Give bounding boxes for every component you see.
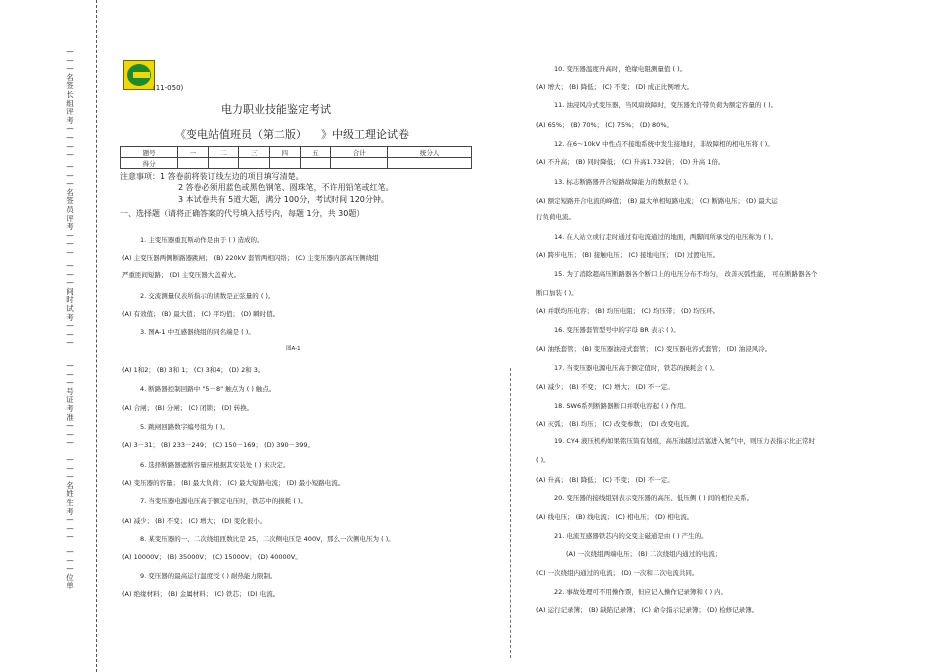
- binding-char: —: [66, 269, 74, 279]
- score-input-cell[interactable]: [239, 158, 270, 169]
- exam-code: (11-050): [153, 84, 184, 92]
- question-stem: 19. CY4 液压机构如果铭压筒有划痕，高压油越过活塞进入氮气中，则压力表指示比正常时: [554, 437, 815, 445]
- binding-char: —: [66, 463, 74, 473]
- binding-char: 长: [66, 89, 74, 99]
- binding-char: 时: [66, 295, 74, 305]
- binding-char: —: [66, 230, 74, 240]
- question-options: (A) 绝缘材料； (B) 金属材料； (C) 铁芯； (D) 电流。: [122, 590, 280, 598]
- logo-icon: [123, 60, 155, 90]
- question-stem: 14. 在人站立或行走时通过有电流通过的地面，两脚间所承受的电压称为 ( )。: [554, 233, 778, 241]
- question-options: (A) 减少； (B) 不变； (C) 增大； (D) 不一定。: [536, 383, 674, 391]
- question-options: (A) 升高； (B) 降低； (C) 不变； (D) 不一定。: [536, 476, 674, 484]
- question-options: (A) 油纸套管； (B) 变压器油浸式套管； (C) 变压器电容式套管； (D) 油浸风冷。: [536, 345, 772, 353]
- question-stem: 1. 主变压器重瓦斯动作是由于 ( ) 造成的。: [140, 236, 264, 244]
- binding-char: —: [66, 515, 74, 525]
- score-header-cell: 统分人: [388, 147, 472, 158]
- binding-char: —: [66, 329, 74, 339]
- score-header-cell: 二: [208, 147, 239, 158]
- question-stem: 2. 交流测量仪表所指示的读数是正弦量的 ( )。: [140, 292, 275, 300]
- binding-char: —: [66, 55, 74, 65]
- binding-char: —: [66, 338, 74, 348]
- binding-char: —: [66, 47, 74, 56]
- binding-char: 员: [66, 204, 74, 214]
- binding-char: —: [66, 247, 74, 257]
- score-input-cell[interactable]: [178, 158, 209, 169]
- score-input-cell[interactable]: [269, 158, 300, 169]
- binding-char: —: [66, 124, 74, 134]
- question-stem: 15. 为了消除超高压断路器各个断口上的电压分布不均匀， 改善灭弧性能， 可在断路器各个: [554, 270, 818, 278]
- question-stem: 6. 选择断路器遮断容量应根据其安装处 ( ) 来决定。: [140, 461, 290, 469]
- binding-char: 考: [66, 403, 74, 413]
- score-header-cell: 三: [239, 147, 270, 158]
- question-options: 断口加装 ( )。: [536, 289, 578, 297]
- binding-char: —: [66, 555, 74, 565]
- score-table-score-row: [121, 158, 472, 169]
- binding-char: —: [66, 64, 74, 74]
- question-options: (A) 增大； (B) 降低； (C) 不变； (D) 成正比例增大。: [536, 83, 694, 91]
- binding-char: —: [66, 429, 74, 439]
- binding-char: —: [66, 321, 74, 331]
- binding-work-unit: [62, 548, 78, 591]
- score-row-label: 得分: [121, 158, 178, 169]
- question-options: (A) 合闸； (B) 分闸； (C) 闭锁； (D) 转换。: [122, 404, 254, 412]
- binding-char: —: [66, 455, 74, 464]
- question-options: (A) 并联均压电容； (B) 均压电阻； (C) 均压带； (D) 均压环。: [536, 307, 720, 315]
- binding-char: —: [66, 150, 74, 160]
- score-table: [120, 146, 472, 169]
- score-header-cell: 一: [178, 147, 209, 158]
- score-input-cell[interactable]: [331, 158, 388, 169]
- binding-char: —: [66, 278, 74, 288]
- score-input-cell[interactable]: [300, 158, 331, 169]
- question-stem: 18. SW6系列断路器断口并联电容起 ( ) 作用。: [554, 402, 690, 410]
- binding-char: 生: [66, 497, 74, 507]
- binding-char: 证: [66, 395, 74, 405]
- binding-char: 名: [66, 72, 74, 82]
- question-stem: 22. 事故处理可不用操作票，但应记入操作记录簿和 ( ) 内。: [554, 588, 728, 596]
- binding-char: 号: [66, 386, 74, 396]
- binding-char: 考: [66, 222, 74, 232]
- question-options: (A) 减少； (B) 不变； (C) 增大； (D) 变化很小。: [122, 517, 267, 525]
- binding-char: 评: [66, 107, 74, 117]
- binding-char: 名: [66, 480, 74, 490]
- question-options: (A) 1和2； (B) 3和 1； (C) 3和4； (D) 2和 3。: [122, 366, 265, 374]
- question-options: (A) 线电压； (B) 线电流； (C) 相电压； (D) 相电流。: [536, 513, 694, 521]
- binding-char: 名: [66, 187, 74, 197]
- binding-char: —: [66, 472, 74, 482]
- question-options: (C) 一次绕组内通过的电流； (D) 一次和二次电流共同。: [536, 569, 699, 577]
- question-stem: 20. 变压器的接线组别表示变压器的高压、低压侧 ( ) 间的相位关系。: [554, 494, 754, 502]
- notice-line: 3 本试卷共有 5道大题，满分 100分，考试时间 120分钟。: [178, 195, 389, 204]
- question-stem: 12. 在6～10kV 中性点不接地系统中发生接地时，非故障相的相电压将 ( )。: [554, 140, 774, 148]
- question-stem: 11. 油浸风冷式变压器，当风扇故障时，变压器允许带负荷为额定容量的 ( )。: [554, 101, 778, 109]
- question-stem: 21. 电流互感器铁芯内的交变主磁通是由 ( ) 产生的。: [554, 532, 708, 540]
- binding-char: —: [66, 547, 74, 556]
- binding-exam-time: [62, 262, 78, 348]
- score-input-cell[interactable]: [388, 158, 472, 169]
- binding-admission-number: [62, 362, 78, 448]
- question-stem: 5. 跳闸回路数字编号组为 ( )。: [140, 423, 229, 431]
- binding-char: —: [66, 179, 74, 189]
- question-stem: 8. 某变压器的一、二次绕组匝数比是 25，二次侧电压是 400V，那么一次侧电压为 ( )。: [140, 535, 395, 543]
- binding-char: —: [66, 421, 74, 431]
- question-stem: 7. 当变压器电源电压高于额定电压时，铁芯中的损耗 ( )。: [140, 497, 307, 505]
- binding-char: —: [66, 132, 74, 142]
- binding-char: 评: [66, 213, 74, 223]
- exam-subtitle: 《变电站值班员（第二版） 》中级工理论试卷: [175, 128, 409, 141]
- question-options: (A) 3－31； (B) 233－249； (C) 150－169； (D) 390－399。: [122, 441, 315, 449]
- binding-cut-line: [96, 0, 97, 672]
- score-table-header-row: [121, 147, 472, 158]
- binding-char: —: [66, 141, 74, 151]
- question-options: (A) 灭弧； (B) 均压； (C) 改变参数； (D) 改变电流。: [536, 420, 694, 428]
- question-stem: 10. 变压器温度升高时，绝缘电阻测量值 ( )。: [554, 65, 687, 73]
- page-title: 电力职业技能鉴定考试: [221, 103, 331, 116]
- binding-char: —: [66, 261, 74, 270]
- binding-char: —: [66, 170, 74, 180]
- section-title: 一、选择题（请将正确答案的代号填入括号内，每题 1分，共 30题）: [120, 209, 365, 218]
- score-input-cell[interactable]: [208, 158, 239, 169]
- binding-char: —: [66, 361, 74, 370]
- question-options: (A) 不升高； (B) 同时降低； (C) 升高1.732倍； (D) 升高 1倍。: [536, 158, 725, 166]
- question-options: (A) 65%； (B) 70%； (C) 75%； (D) 80%。: [536, 121, 673, 129]
- question-options: (A) 跨步电压； (B) 接触电压； (C) 接地电压； (D) 过渡电压。: [536, 251, 720, 259]
- figure-caption: 图A-1: [286, 346, 301, 352]
- binding-char: 间: [66, 286, 74, 296]
- binding-char: 准: [66, 412, 74, 422]
- binding-char: 单: [66, 581, 74, 591]
- question-options: (A) 10000V； (B) 35000V； (C) 15000V； (D) 40000V。: [122, 553, 302, 561]
- binding-char: 签: [66, 196, 74, 206]
- question-options: (A) 主变压器两侧断路器跳闸； (B) 220kV 套管两相闪络； (C) 主变压器内部高压侧绕组: [122, 254, 379, 262]
- binding-char: —: [66, 162, 74, 171]
- binding-reviewer-signature: [62, 163, 78, 258]
- binding-char: 组: [66, 98, 74, 108]
- binding-char: 试: [66, 303, 74, 313]
- question-stem: 17. 当变压器电源电压高于额定值时，铁芯的损耗会 ( )。: [554, 364, 719, 372]
- binding-char: 考: [66, 115, 74, 125]
- question-options: (A) 一次绕组两端电压； (B) 二次绕组内通过的电流；: [566, 550, 722, 558]
- binding-char: 姓: [66, 489, 74, 499]
- question-options: (A) 有效值； (B) 最大值； (C) 平均值； (D) 瞬时值。: [122, 310, 280, 318]
- question-stem: 4. 断路器控制回路中 "5－8" 触点为 ( ) 触点。: [140, 385, 276, 393]
- binding-char: —: [66, 532, 74, 542]
- binding-char: 考: [66, 506, 74, 516]
- question-options: ( )。: [536, 456, 550, 464]
- question-options: 行负荷电流。: [536, 213, 575, 221]
- binding-char: 位: [66, 572, 74, 582]
- binding-candidate-name: [62, 456, 78, 542]
- question-options: 严重匝间短路； (D) 主变压器大盖着火。: [122, 271, 241, 279]
- score-header-cell: 五: [300, 147, 331, 158]
- score-header-cell: 合计: [331, 147, 388, 158]
- binding-reviewer-leader-signature: [62, 48, 78, 160]
- binding-char: 签: [66, 81, 74, 91]
- binding-char: —: [66, 523, 74, 533]
- question-stem: 3. 图A-1 中互感器绕组的同名端是 ( )。: [140, 328, 255, 336]
- binding-char: —: [66, 564, 74, 574]
- question-options: (A) 额定短路开合电流的峰值； (B) 最大单相短路电流； (C) 断路电压； (D) 最大运: [536, 197, 778, 205]
- question-stem: 13. 标志断路器开合短路故障能力的数据是 ( )。: [554, 178, 693, 186]
- binding-char: —: [66, 378, 74, 388]
- column-divider: [510, 368, 511, 658]
- binding-char: —: [66, 438, 74, 448]
- binding-char: 考: [66, 312, 74, 322]
- question-options: (A) 变压器的容量； (B) 最大负荷； (C) 最大短路电流； (D) 最小短路电流。: [122, 479, 345, 487]
- notice-line: 2 答卷必须用蓝色或黑色钢笔、圆珠笔，不许用铅笔或红笔。: [178, 183, 394, 192]
- question-stem: 9. 变压器的最高运行温度受 ( ) 耐热能力限制。: [140, 572, 277, 580]
- notice-line: 注意事项：1 答卷前将装订线左边的项目填写清楚。: [120, 172, 304, 181]
- binding-char: —: [66, 239, 74, 249]
- binding-char: —: [66, 369, 74, 379]
- question-options: (A) 运行记录簿； (B) 缺陷记录簿； (C) 命令指示记录簿； (D) 检修记录簿。: [536, 606, 759, 614]
- score-header-cell: 题号: [121, 147, 178, 158]
- question-stem: 16. 变压器套管型号中的字母 BR 表示 ( )。: [554, 326, 680, 334]
- score-header-cell: 四: [269, 147, 300, 158]
